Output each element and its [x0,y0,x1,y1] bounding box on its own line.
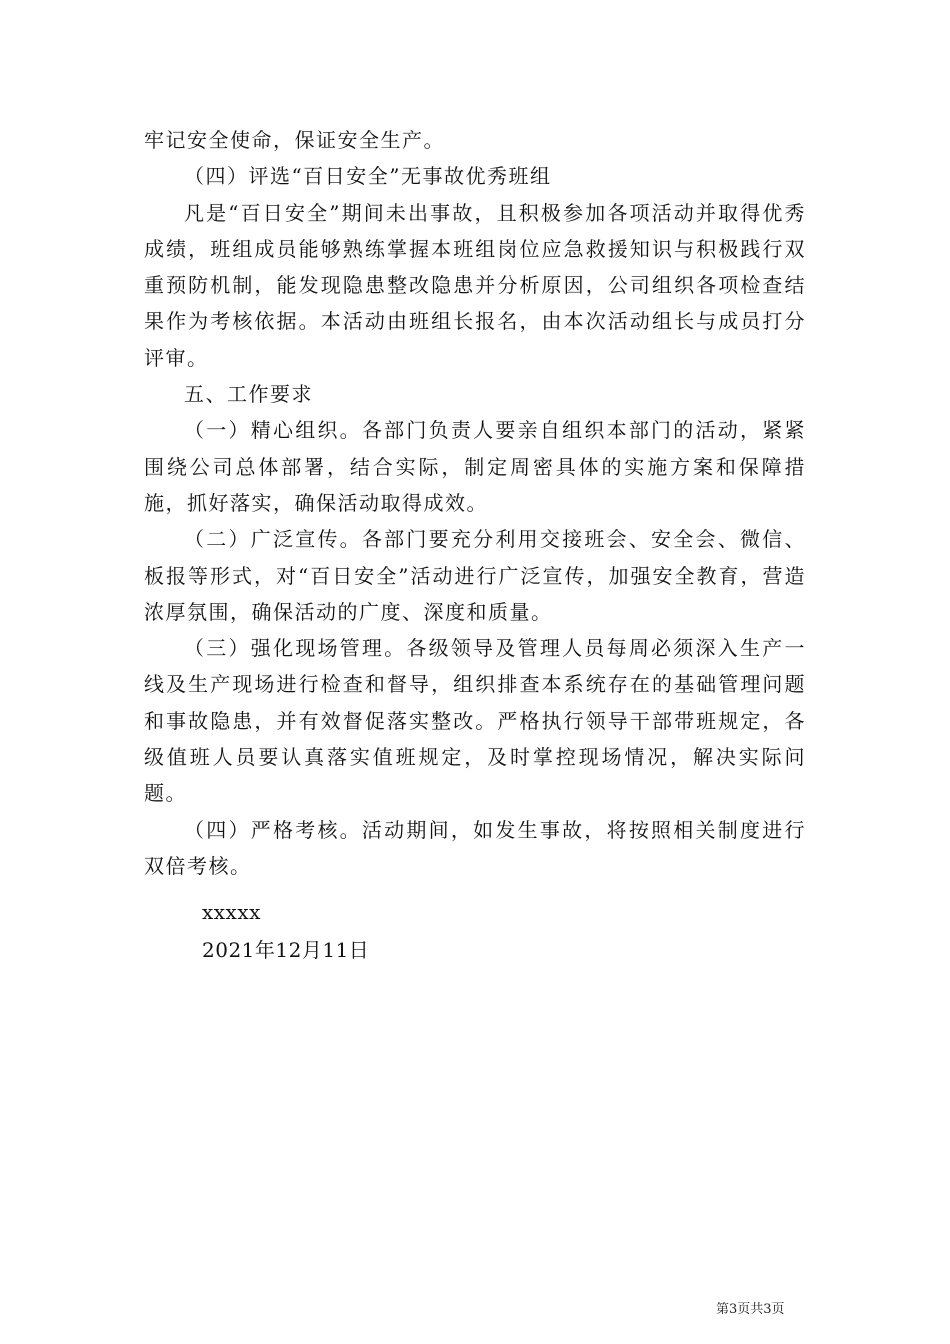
paragraph-assessment: （四）严格考核。活动期间，如发生事故，将按照相关制度进行双倍考核。 [144,817,806,878]
paragraph-selection-criteria: 凡是“百日安全”期间未出事故，且积极参加各项活动并取得优秀成绩，班组成员能够熟练掌握本班组岗位应急救援知识与积极践行双重预防机制，能发现隐患整改隐患并分析原因，公司组织各项检查结果作为考核依据。本活动由班组长报名，由本次活动组长与成员打分评审。 [144,200,806,370]
page-number-footer: 第3页共3页 [716,1302,785,1317]
paragraph-continuation: 牢记安全使命，保证安全生产。 [144,128,445,152]
subheading-select-team: （四）评选“百日安全”无事故优秀班组 [184,164,552,189]
document-body [144,122,806,884]
signature-organization: xxxxx [202,900,261,924]
paragraph-publicize: （二）广泛宣传。各部门要充分利用交接班会、安全会、微信、板报等形式，对“百日安全”活动进行广泛宣传，加强安全教育，营造浓厚氛围，确保活动的广度、深度和质量。 [144,527,806,624]
signature-date: 2021年12月11日 [202,938,370,962]
paragraph-site-management: （三）强化现场管理。各级领导及管理人员每周必须深入生产一线及生产现场进行检查和督导，组织排查本系统存在的基础管理问题和事故隐患，并有效督促落实整改。严格执行领导干部带班规定，各级值班人员要认真落实值班规定，及时掌控现场情况，解决实际问题。 [144,636,806,806]
paragraph-organize: （一）精心组织。各部门负责人要亲自组织本部门的活动，紧紧围绕公司总体部署，结合实际，制定周密具体的实施方案和保障措施，抓好落实，确保活动取得成效。 [144,418,806,515]
section-heading-work-requirements: 五、工作要求 [184,382,313,407]
